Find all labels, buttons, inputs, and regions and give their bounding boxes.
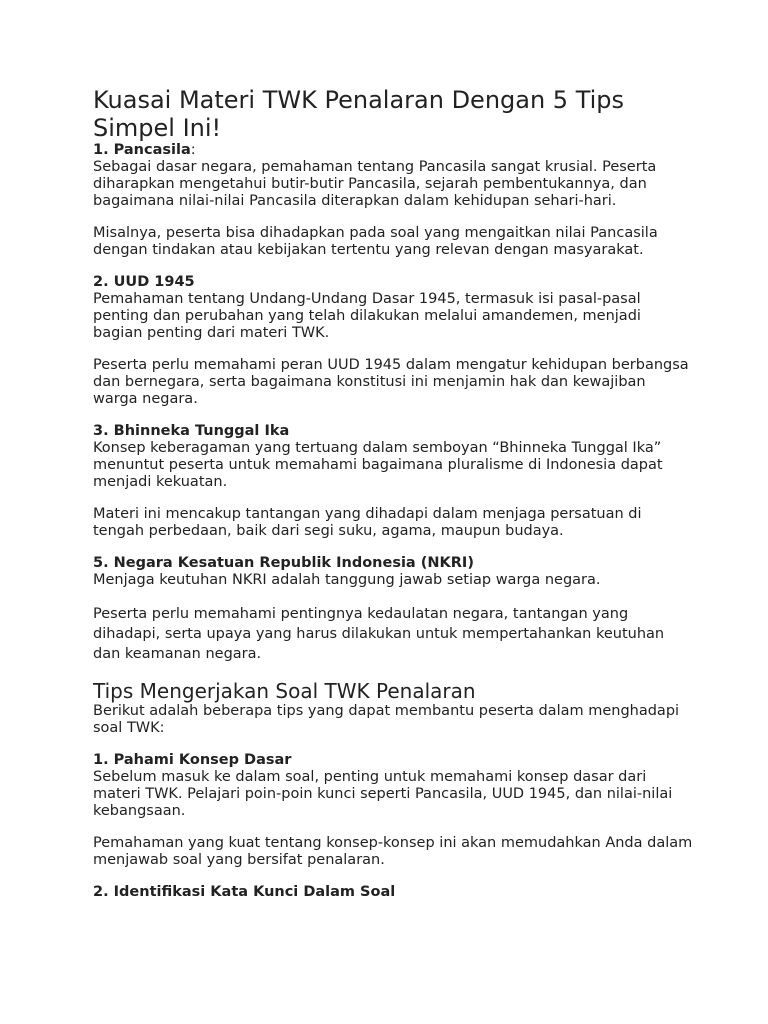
section-uud-1945 xyxy=(93,274,693,408)
paragraph: Pemahaman yang kuat tentang konsep-konsep ini akan memudahkan Anda dalam menjawab soal yang bersifat penalaran. xyxy=(93,835,693,868)
paragraph: Sebagai dasar negara, pemahaman tentang Pancasila sangat krusial. Peserta diharapkan mengetahui butir-butir Pancasila, sejarah pembentukannya, dan bagaimana nilai-nilai Pancasila diterapkan dalam kehidupan sehari-hari. xyxy=(93,159,657,209)
paragraph: Konsep keberagaman yang tertuang dalam semboyan “Bhinneka Tunggal Ika” menuntut peserta untuk memahami bagaimana pluralisme di Indonesia dapat menjadi kekuatan. xyxy=(93,440,663,490)
tips-title: Tips Mengerjakan Soal TWK Penalaran xyxy=(93,679,476,703)
paragraph: Menjaga keutuhan NKRI adalah tanggung jawab setiap warga negara. xyxy=(93,572,601,588)
section-heading: 5. Negara Kesatuan Republik Indonesia (NKRI) xyxy=(93,555,474,571)
tip-pahami-konsep-dasar xyxy=(93,752,693,869)
section-bhinneka-tunggal-ika xyxy=(93,423,693,540)
section-heading: 2. UUD 1945 xyxy=(93,274,195,290)
tips-intro: Berikut adalah beberapa tips yang dapat membantu peserta dalam menghadapi soal TWK: xyxy=(93,703,680,736)
section-pancasila xyxy=(93,142,693,259)
heading-colon: : xyxy=(190,142,196,158)
paragraph: Peserta perlu memahami peran UUD 1945 dalam mengatur kehidupan berbangsa dan bernegara, serta bagaimana konstitusi ini menjamin hak dan kewajiban warga negara. xyxy=(93,357,689,407)
paragraph: Sebelum masuk ke dalam soal, penting untuk memahami konsep dasar dari materi TWK. Pelajari poin-poin kunci seperti Pancasila, UUD 1945, dan nilai-nilai kebangsaan. xyxy=(93,769,673,819)
tip-heading: 1. Pahami Konsep Dasar xyxy=(93,752,292,768)
paragraph: Pemahaman tentang Undang-Undang Dasar 1945, termasuk isi pasal-pasal penting dan perubahan yang telah dilakukan melalui amandemen, menjadi bagian penting dari materi TWK. xyxy=(93,291,641,341)
page-title: Kuasai Materi TWK Penalaran Dengan 5 Tips Simpel Ini! xyxy=(93,86,625,142)
paragraph: Misalnya, peserta bisa dihadapkan pada soal yang mengaitkan nilai Pancasila dengan tindakan atau kebijakan tertentu yang relevan dengan masyarakat. xyxy=(93,225,658,258)
paragraph: Materi ini mencakup tantangan yang dihadapi dalam menjaga persatuan di tengah perbedaan, baik dari segi suku, agama, maupun budaya. xyxy=(93,506,642,539)
tip-identifikasi-kata-kunci xyxy=(93,884,693,901)
section-nkri xyxy=(93,555,693,664)
section-heading: 3. Bhinneka Tunggal Ika xyxy=(93,423,290,439)
paragraph: Peserta perlu memahami pentingnya kedaulatan negara, tantangan yang dihadapi, serta upaya yang harus dilakukan untuk mempertahankan keutuhan dan keamanan negara. xyxy=(93,606,665,662)
tip-heading: 2. Identifikasi Kata Kunci Dalam Soal xyxy=(93,884,396,900)
document-page xyxy=(93,86,693,901)
section-heading xyxy=(93,142,693,159)
section-heading-text: 1. Pancasila xyxy=(93,142,191,158)
